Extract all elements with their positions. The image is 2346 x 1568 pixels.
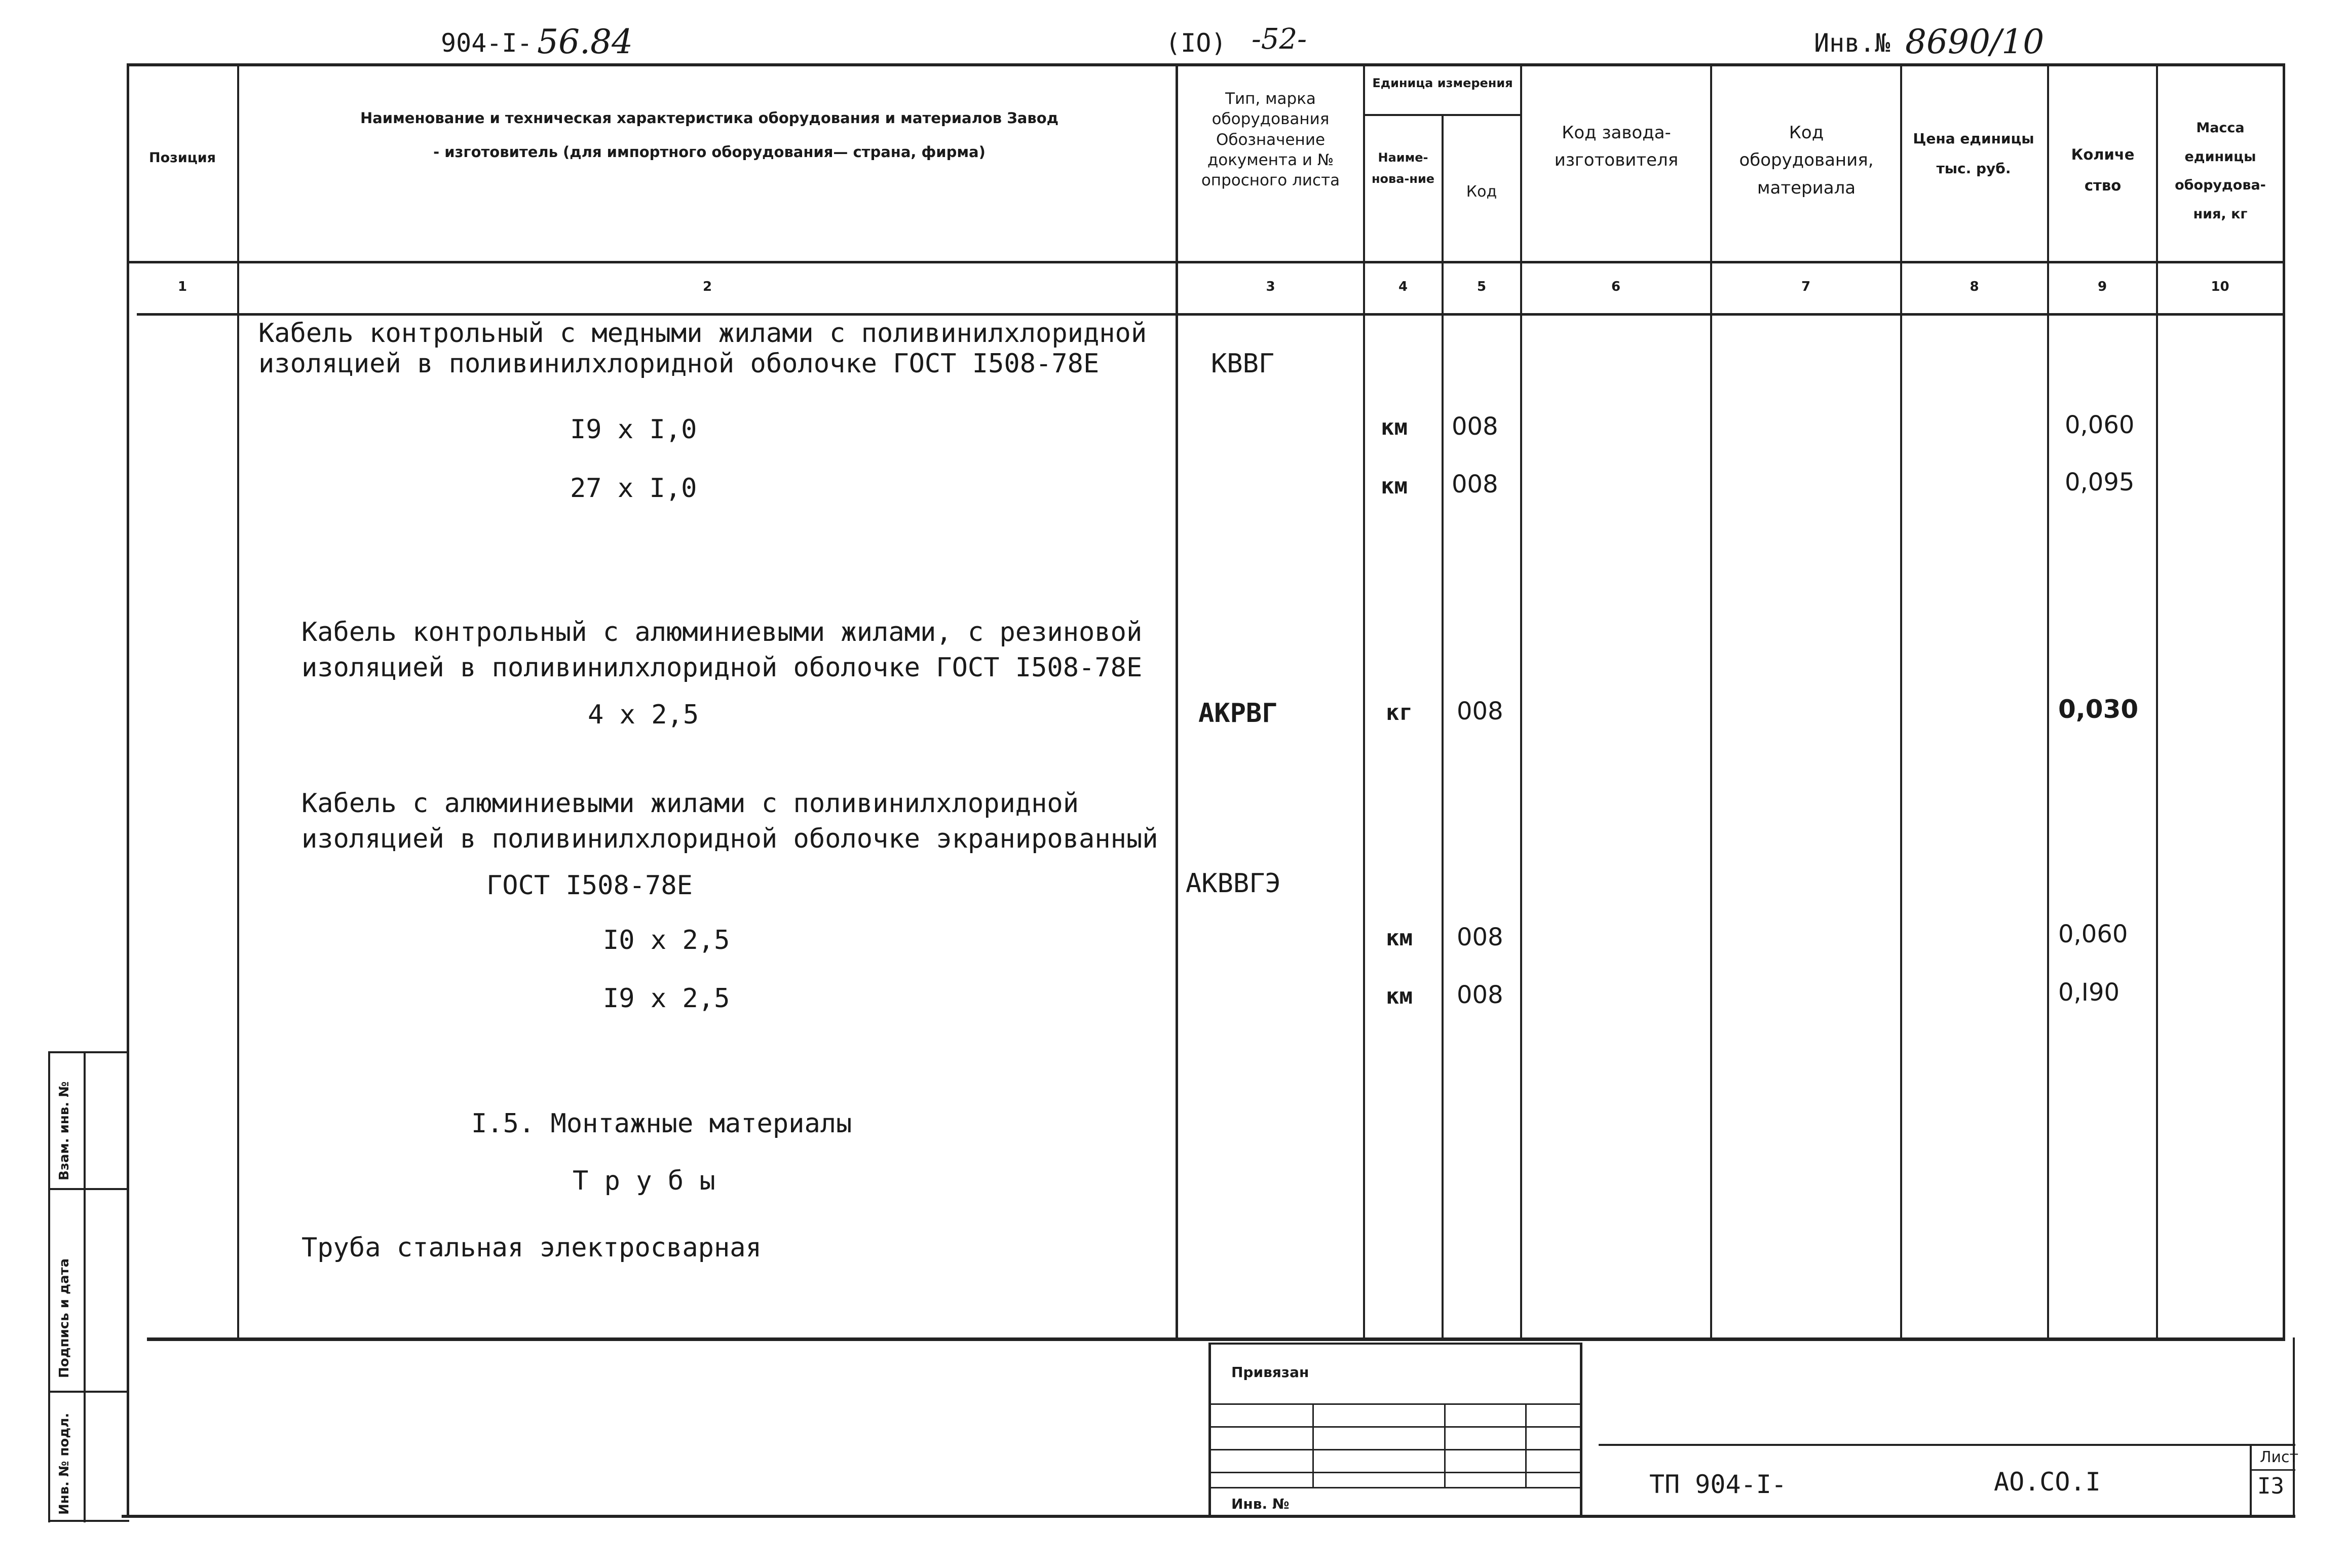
item-code: 008 bbox=[1457, 697, 1503, 725]
page-number-handwritten: -52- bbox=[1252, 23, 1307, 56]
stamp-doc-code-left: ТП 904-I- bbox=[1649, 1470, 1787, 1499]
item-name: ГОСТ I508-78Е bbox=[486, 870, 693, 901]
col-number: 7 bbox=[1801, 279, 1811, 294]
col-number: 5 bbox=[1477, 279, 1487, 294]
col-header-unit-group: Единица измерения bbox=[1372, 76, 1513, 90]
col-header-unit-code: Код bbox=[1466, 183, 1497, 201]
item-name: 4 x 2,5 bbox=[588, 700, 699, 730]
col-number: 6 bbox=[1611, 279, 1621, 294]
item-name: I9 x 2,5 bbox=[603, 983, 730, 1014]
item-name: I0 x 2,5 bbox=[603, 925, 730, 955]
col-header-material-code: Код оборудования, материала bbox=[1739, 123, 1874, 198]
item-quantity: 0,095 bbox=[2065, 468, 2135, 496]
stamp-inv-no: Инв. № bbox=[1231, 1496, 1290, 1512]
item-type: АКВВГЭ bbox=[1186, 868, 1281, 899]
page-code: (IO) bbox=[1165, 28, 1227, 58]
col-number: 4 bbox=[1398, 279, 1408, 294]
col-header-unit-name: Наиме-нова-ние bbox=[1371, 150, 1435, 186]
col-number: 1 bbox=[177, 279, 187, 294]
inventory-label: Инв.№ bbox=[1814, 28, 1890, 58]
item-name: Кабель с алюминиевыми жилами с поливинилхлоридной bbox=[301, 788, 1079, 819]
item-code: 008 bbox=[1452, 470, 1498, 499]
side-label-podpis-data: Подпись и дата bbox=[57, 1258, 72, 1378]
stamp-sheet-number: I3 bbox=[2257, 1473, 2284, 1499]
item-unit: км bbox=[1386, 925, 1413, 951]
col-header-factory-code: Код завода-изготовителя bbox=[1554, 123, 1679, 171]
item-unit: км bbox=[1381, 473, 1408, 499]
stamp-sheet-label: Лист bbox=[2260, 1448, 2299, 1466]
col-header-type: Тип, марка оборудования Обозначение документа и № опросного листа bbox=[1201, 90, 1340, 190]
item-type: АКРВГ bbox=[1198, 698, 1278, 729]
doc-number-handwritten: 56.84 bbox=[537, 22, 633, 61]
item-unit: км bbox=[1386, 983, 1413, 1009]
item-code: 008 bbox=[1457, 923, 1503, 951]
item-name: Труба стальная электросварная bbox=[301, 1233, 762, 1263]
inventory-number-handwritten: 8690/10 bbox=[1905, 22, 2045, 61]
col-header-position: Позиция bbox=[148, 150, 216, 166]
item-type: КВВГ bbox=[1211, 349, 1275, 379]
col-header-price: Цена единицы тыс. руб. bbox=[1913, 130, 2034, 177]
item-quantity: 0,060 bbox=[2058, 920, 2128, 948]
item-name: изоляцией в поливинилхлоридной оболочке ГОСТ I508-78Е bbox=[258, 349, 1100, 379]
item-name: изоляцией в поливинилхлоридной оболочке ГОСТ I508-78Е bbox=[301, 653, 1143, 683]
section-heading: I.5. Монтажные материалы bbox=[471, 1108, 852, 1139]
stamp-doc-code-right: АО.СО.I bbox=[1994, 1467, 2101, 1497]
item-code: 008 bbox=[1457, 981, 1503, 1009]
col-number: 10 bbox=[2211, 279, 2229, 294]
item-name: изоляцией в поливинилхлоридной оболочке экранированный bbox=[301, 824, 1158, 854]
col-header-name: Наименование и техническая характеристика оборудования и материалов Завод - изготовитель (для импортного оборудования— страна, фирма) bbox=[360, 109, 1059, 161]
col-number: 2 bbox=[702, 279, 712, 294]
side-label-inv-podl: Инв. № подл. bbox=[57, 1412, 72, 1515]
item-name: Кабель контрольный с алюминиевыми жилами, с резиновой bbox=[301, 617, 1143, 647]
side-label-vzam-inv: Взам. инв. № bbox=[57, 1081, 72, 1180]
item-name: Кабель контрольный с медными жилами с поливинилхлоридной bbox=[258, 318, 1147, 349]
item-name: 27 x I,0 bbox=[570, 473, 697, 504]
stamp-privyazan: Привязан bbox=[1231, 1364, 1309, 1381]
item-name: I9 x I,0 bbox=[570, 414, 697, 445]
col-header-quantity: Количе ство bbox=[2071, 146, 2135, 194]
col-header-mass: Масса единицы оборудова-ния, кг bbox=[2175, 120, 2266, 222]
item-quantity: 0,I90 bbox=[2058, 978, 2120, 1007]
item-code: 008 bbox=[1452, 412, 1498, 441]
item-quantity: 0,060 bbox=[2065, 411, 2135, 439]
item-quantity: 0,030 bbox=[2058, 695, 2139, 724]
item-unit: кг bbox=[1386, 700, 1413, 725]
col-number: 8 bbox=[1970, 279, 1979, 294]
subsection-heading: Т р у б ы bbox=[573, 1166, 715, 1196]
item-unit: км bbox=[1381, 414, 1408, 440]
col-number: 3 bbox=[1266, 279, 1275, 294]
doc-number-prefix: 904-I- bbox=[441, 28, 533, 58]
col-number: 9 bbox=[2097, 279, 2107, 294]
